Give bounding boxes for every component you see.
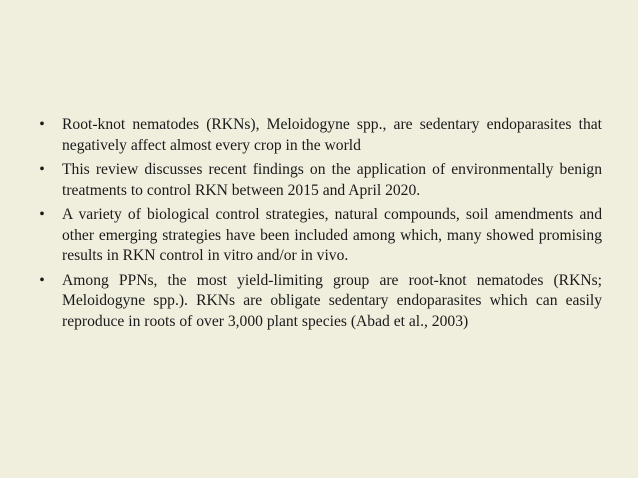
bullet-text: A variety of biological control strategies, natural compounds, soil amendments and other emerging strategies have been included among which, many showed promising results in RKN control in vitro and/or in vivo. — [62, 206, 602, 264]
bullet-item-review-scope — [34, 160, 602, 201]
bullet-text: Among PPNs, the most yield-limiting group are root-knot nematodes (RKNs; Meloidogyne spp.). RKNs are obligate sedentary endoparasites which can easily reproduce in roots of over 3,000 plant species (Abad et al., 2003) — [62, 271, 602, 330]
bullet-text: Root-knot nematodes (RKNs), Meloidogyne spp., are sedentary endoparasites that negatively affect almost every crop in the world — [62, 116, 602, 154]
bullet-item-yield-limiting — [34, 271, 602, 333]
bullet-list — [34, 115, 602, 336]
bullet-dot-icon: • — [39, 271, 45, 289]
bullet-text: This review discusses recent findings on the application of environmentally benign treatments to control RKN between 2015 and April 2020. — [62, 161, 602, 199]
bullet-item-rkn-definition — [34, 115, 602, 156]
bullet-dot-icon: • — [39, 161, 45, 178]
bullet-item-control-strategies — [34, 205, 602, 267]
bullet-dot-icon: • — [39, 116, 45, 133]
bullet-dot-icon: • — [39, 206, 45, 223]
